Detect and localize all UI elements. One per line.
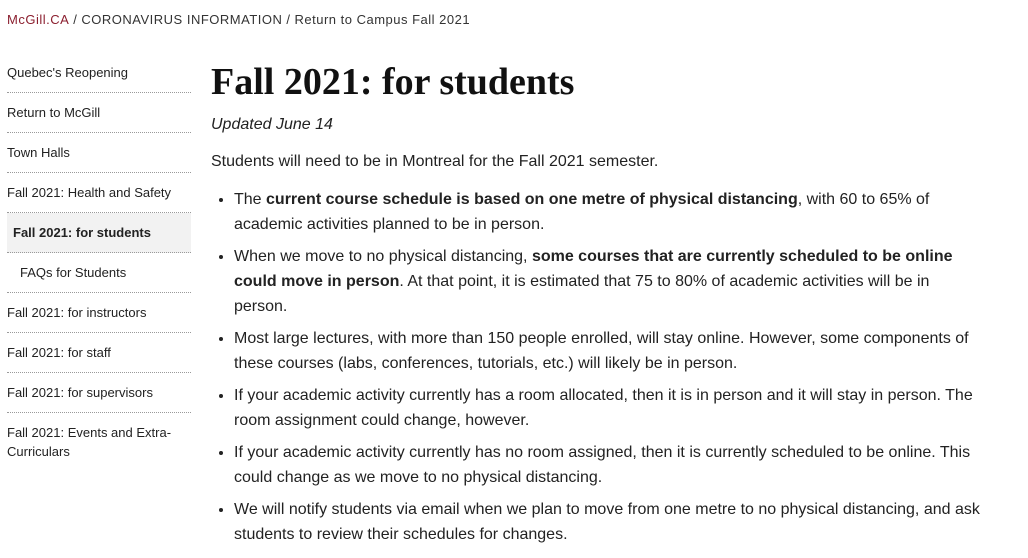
list-item (234, 440, 981, 490)
sidebar-item-for-students[interactable]: Fall 2021: for students (7, 213, 191, 253)
list-item-bold-text: current course schedule is based on one metre of physical distancing (266, 191, 798, 208)
list-item (234, 383, 981, 433)
main-content (211, 58, 981, 554)
list-item-text: . At that point, it is estimated that 75 to 80% of academic activities will be in person. (234, 273, 930, 315)
list-item-text: If your academic activity currently has no room assigned, then it is currently scheduled to be online. This could change as we move to no physical distancing. (234, 444, 971, 486)
sidebar-item-town-halls[interactable]: Town Halls (7, 133, 191, 173)
intro-paragraph: Students will need to be in Montreal for the Fall 2021 semester. (211, 153, 659, 170)
breadcrumb-separator: / (73, 12, 78, 27)
list-item-text: , with 60 to 65% of academic activities planned to be in person. (234, 191, 930, 233)
sidebar-item-health-and-safety[interactable]: Fall 2021: Health and Safety (7, 173, 191, 213)
sidebar-item-quebecs-reopening[interactable]: Quebec's Reopening (7, 53, 191, 93)
list-item-text: We will notify students via email when we plan to move from one metre to no physical distancing, and ask students to review their schedules for changes. (234, 501, 980, 543)
breadcrumb (7, 12, 470, 27)
list-item-text: When we move to no physical distancing, (234, 248, 532, 265)
breadcrumb-current: Return to Campus Fall 2021 (294, 12, 471, 27)
list-item-text: The (234, 191, 267, 208)
info-list (211, 187, 981, 547)
sidebar-item-for-staff[interactable]: Fall 2021: for staff (7, 333, 191, 373)
list-item (234, 187, 981, 237)
list-item (234, 326, 981, 376)
list-item-bold-text: some courses that are currently scheduled to be online could move in person (234, 248, 953, 290)
list-item (234, 244, 981, 319)
sidebar-item-for-supervisors[interactable]: Fall 2021: for supervisors (7, 373, 191, 413)
sidebar-nav (7, 53, 191, 471)
updated-date: Updated June 14 (211, 116, 333, 133)
list-item-text: Most large lectures, with more than 150 people enrolled, will stay online. However, some components of these courses (labs, conferences, tutorials, etc.) will likely be in person. (234, 330, 969, 372)
sidebar-item-for-instructors[interactable]: Fall 2021: for instructors (7, 293, 191, 333)
sidebar-item-faqs-for-students[interactable]: FAQs for Students (7, 253, 191, 293)
breadcrumb-section-link[interactable]: CORONAVIRUS INFORMATION (81, 12, 283, 27)
breadcrumb-home-link[interactable]: McGill.CA (7, 12, 70, 27)
breadcrumb-separator: / (286, 12, 291, 27)
page-title: Fall 2021: for students (211, 61, 575, 103)
list-item-text: If your academic activity currently has a room allocated, then it is in person and it will stay in person. The room assignment could change, however. (234, 387, 973, 429)
list-item (234, 497, 981, 547)
sidebar-item-events-and-extracurriculars[interactable]: Fall 2021: Events and Extra-Curriculars (7, 425, 172, 459)
sidebar-item-return-to-mcgill[interactable]: Return to McGill (7, 93, 191, 133)
